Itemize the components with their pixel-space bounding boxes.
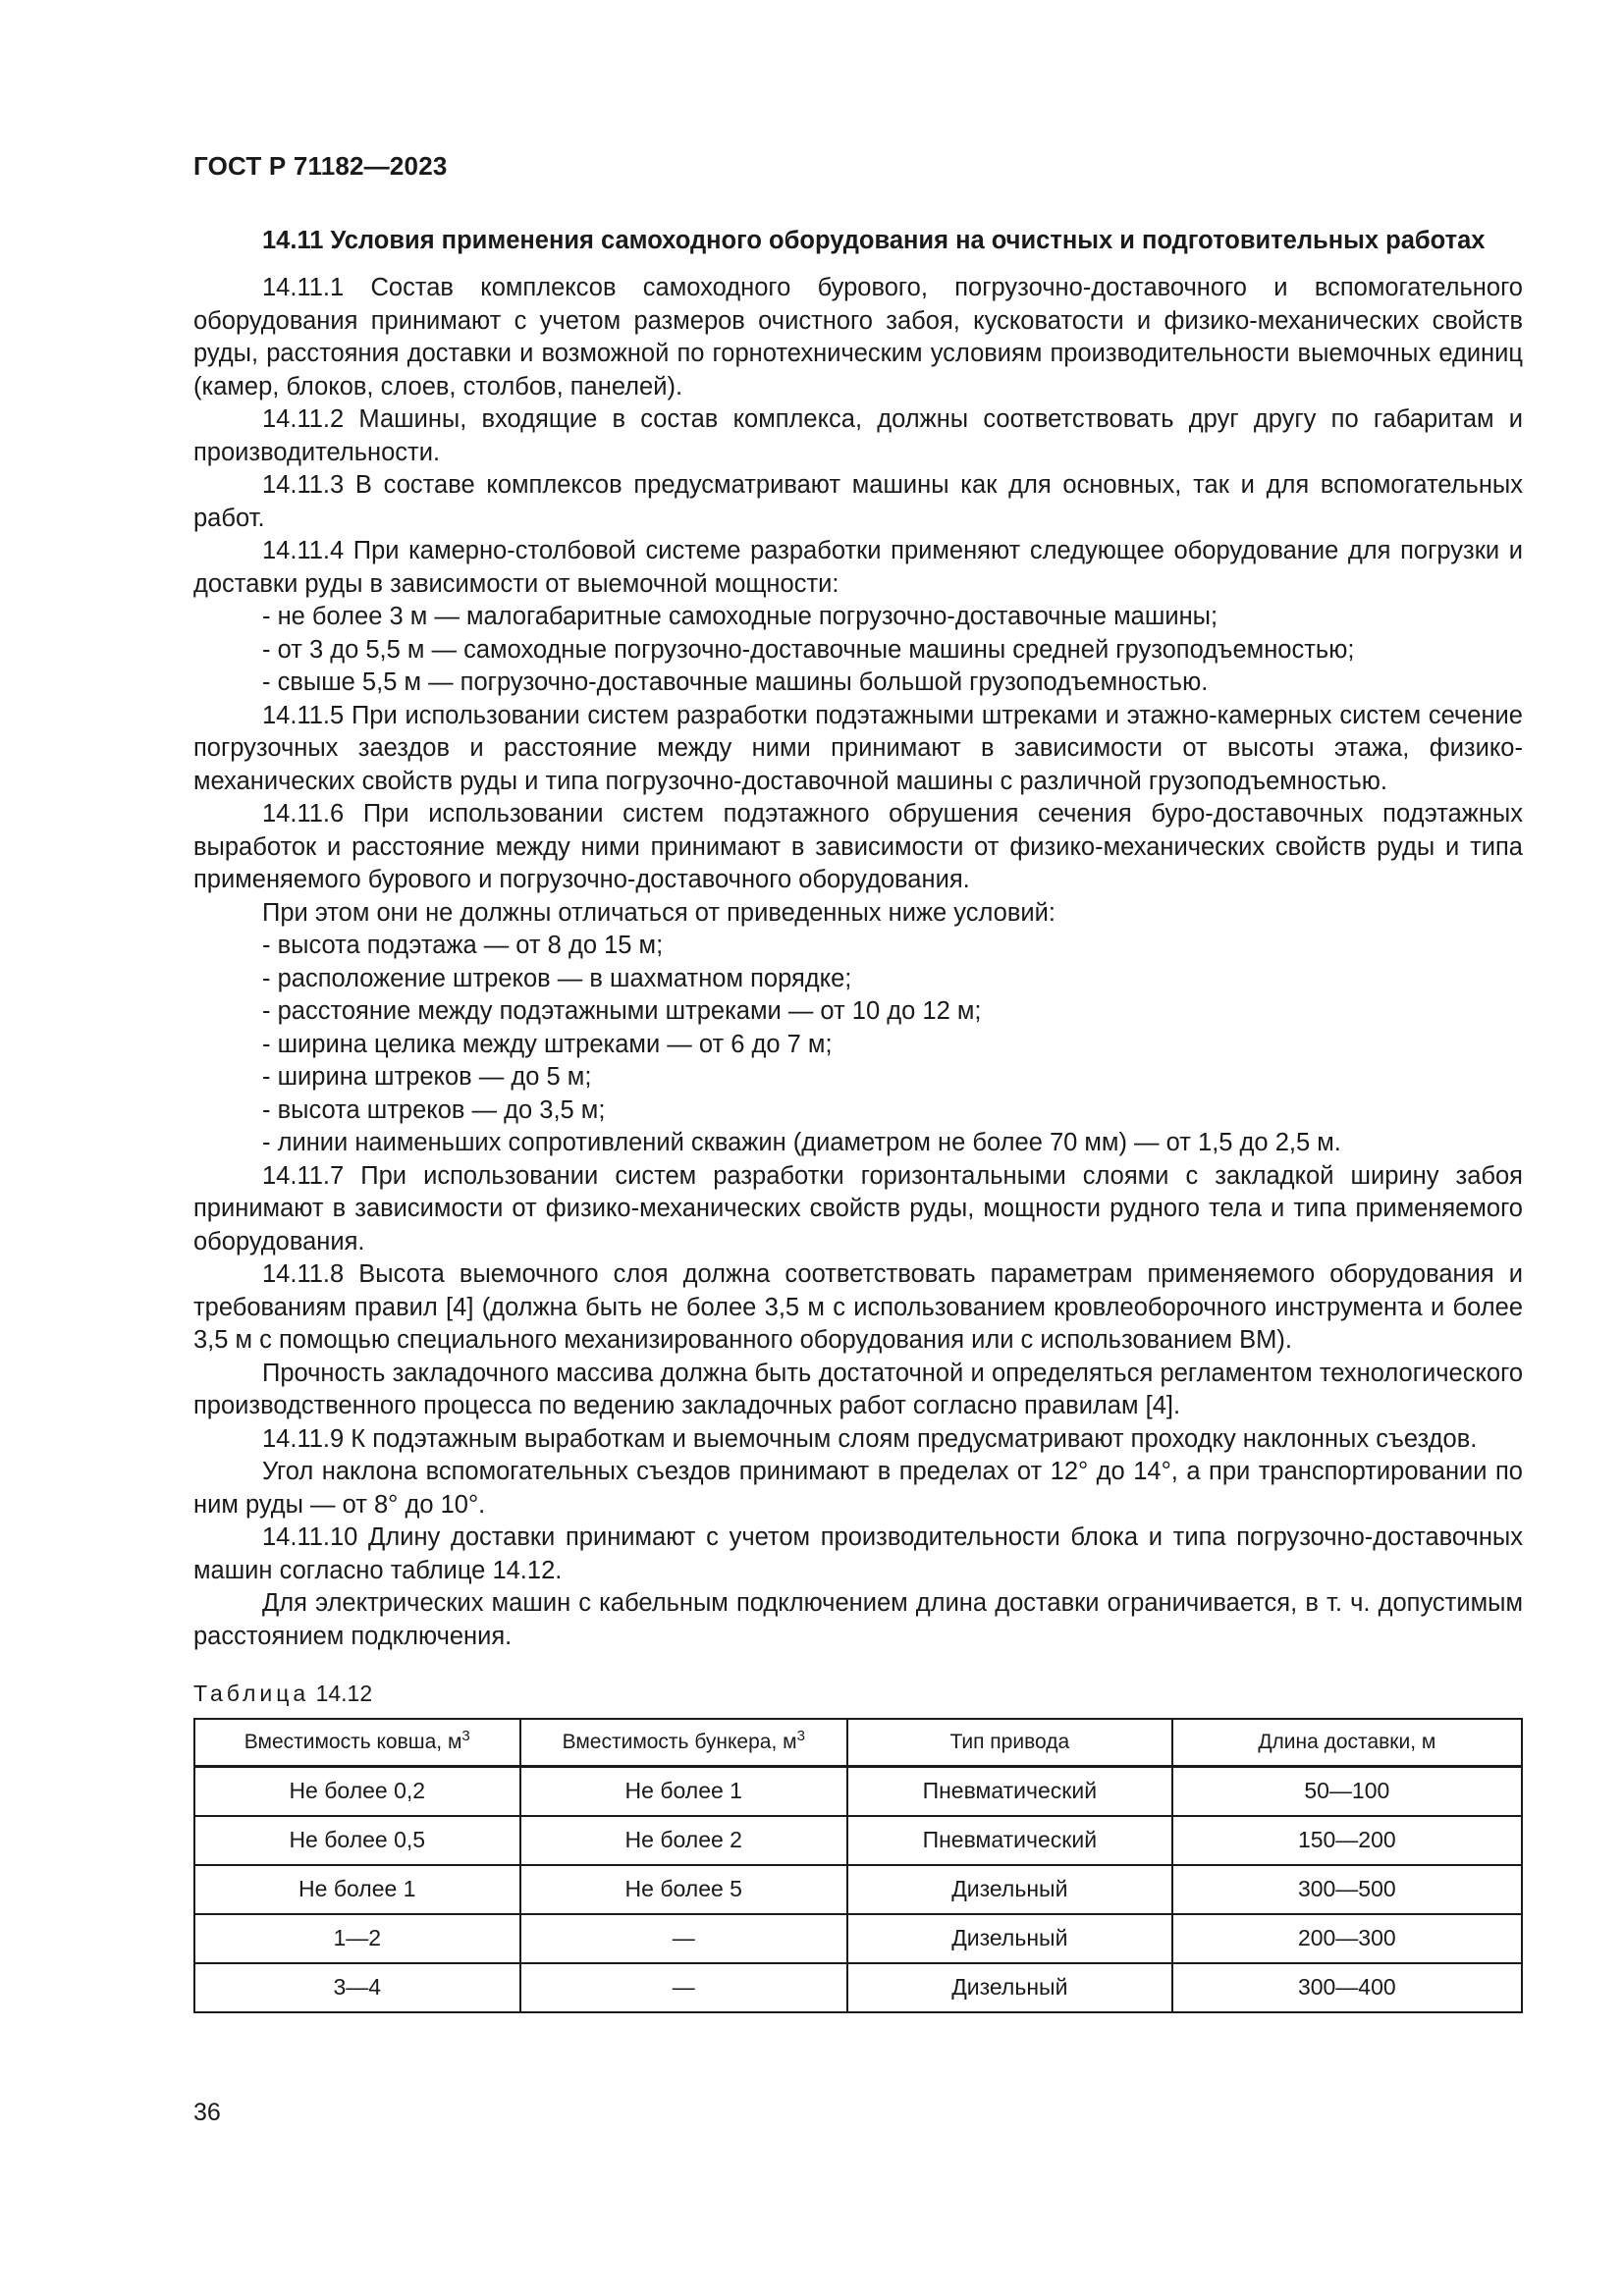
table-cell: Пневматический: [847, 1767, 1172, 1817]
table-caption: [193, 1679, 1523, 1708]
table-row: [194, 1914, 1522, 1963]
list-item: - линии наименьших сопротивлений скважин (диаметром не более 70 мм) — от 1,5 до 2,5 м.: [262, 1129, 1341, 1156]
table-header-cell: [1172, 1719, 1522, 1767]
list-item: - высота штреков — до 3,5 м;: [262, 1095, 606, 1124]
table-row: [194, 1963, 1522, 2012]
table-cell: Не более 2: [520, 1816, 848, 1865]
table-header-cell: [194, 1719, 520, 1767]
table-cell: 200—300: [1172, 1914, 1522, 1963]
table-cell: 3—4: [194, 1963, 520, 2012]
table-caption-number: 14.12: [315, 1681, 373, 1706]
table-header-row: [194, 1719, 1522, 1767]
paragraph: При этом они не должны отличаться от приведенных ниже условий:: [262, 898, 1056, 927]
table-row: [194, 1767, 1522, 1817]
table-header-label: Вместимость бункера, м: [562, 1731, 797, 1754]
list-item: - ширина целика между штреками — от 6 до 7 м;: [262, 1030, 833, 1058]
table-cell: Не более 5: [520, 1865, 848, 1914]
paragraph: 14.11.6 При использовании систем подэтажного обрушения сечения буро-доставочных подэтажных выработок и расстояние между ними принимают в зависимости от физико-механических свойств руды и типа применяемого бурового и погрузочно-доставочного оборудования.: [193, 800, 1523, 893]
paragraph: Угол наклона вспомогательных съездов принимают в пределах от 12° до 14°, а при транспортировании по ним руды — от 8° до 10°.: [193, 1458, 1523, 1519]
table-row: [194, 1816, 1522, 1865]
section-title: 14.11 Условия применения самоходного оборудования на очистных и подготовительных работах: [262, 227, 1486, 254]
paragraph: 14.11.10 Длину доставки принимают с учетом производительности блока и типа погрузочно-доставочных машин согласно таблице 14.12.: [193, 1523, 1523, 1584]
section-body: [193, 272, 1523, 1653]
paragraph: Для электрических машин с кабельным подключением длина доставки ограничивается, в т. ч. допустимым расстоянием подключения.: [193, 1589, 1523, 1650]
paragraph: 14.11.3 В составе комплексов предусматривают машины как для основных, так и для вспомогательных работ.: [193, 471, 1523, 532]
paragraph: 14.11.4 При камерно-столбовой системе разработки применяют следующее оборудование для погрузки и доставки руды в зависимости от выемочной мощности:: [193, 537, 1523, 598]
page-number: 36: [193, 2099, 221, 2126]
table-cell: 50—100: [1172, 1767, 1522, 1817]
paragraph: Прочность закладочного массива должна быть достаточной и определяться регламентом технологического производственного процесса по ведению закладочных работ согласно правилам [4].: [193, 1359, 1523, 1419]
table-header-superscript: 3: [796, 1728, 805, 1745]
table-cell: 300—500: [1172, 1865, 1522, 1914]
list-item: - ширина штреков — до 5 м;: [262, 1063, 592, 1091]
table-cell: Дизельный: [847, 1914, 1172, 1963]
paragraph: 14.11.7 При использовании систем разработки горизонтальными слоями с закладкой ширину забоя принимают в зависимости от физико-механических свойств руды, мощности рудного тела и типа применяемого оборудования.: [193, 1161, 1523, 1255]
table-header-label: Длина доставки, м: [1258, 1731, 1436, 1754]
table-header-cell: [847, 1719, 1172, 1767]
table-cell: 150—200: [1172, 1816, 1522, 1865]
paragraph: 14.11.1 Состав комплексов самоходного бурового, погрузочно-доставочного и вспомогательного оборудования принимают с учетом размеров очистного забоя, кусковатости и физико-механических свойств руды, расстояния доставки и возможной по горнотехническим условиям производительности выемочных единиц (камер, блоков, слоев, столбов, панелей).: [193, 274, 1523, 400]
document-header: ГОСТ Р 71182—2023: [193, 151, 448, 181]
table-cell: 300—400: [1172, 1963, 1522, 2012]
page-content: [193, 224, 1523, 2013]
table-header-label: Вместимость ковша, м: [244, 1731, 462, 1754]
paragraph: 14.11.8 Высота выемочного слоя должна соответствовать параметрам применяемого оборудования и требованиям правил [4] (должна быть не более 3,5 м с использованием кровлеоборочного инструмента и более 3,5 м с помощью специального механизированного оборудования или с использованием ВМ).: [193, 1260, 1523, 1354]
paragraph: 14.11.9 К подэтажным выработкам и выемочным слоям предусматривают проходку наклонных съездов.: [262, 1424, 1478, 1453]
delivery-length-table: [193, 1718, 1523, 2013]
table-cell: Дизельный: [847, 1865, 1172, 1914]
list-item: - расстояние между подэтажными штреками — от 10 до 12 м;: [262, 997, 982, 1025]
table-cell: Пневматический: [847, 1816, 1172, 1865]
table-cell: Не более 0,2: [194, 1767, 520, 1817]
table-cell: Не более 0,5: [194, 1816, 520, 1865]
list-item: - свыше 5,5 м — погрузочно-доставочные машины большой грузоподъемностью.: [262, 668, 1209, 696]
paragraph: 14.11.5 При использовании систем разработки подэтажными штреками и этажно-камерных систем сечение погрузочных заездов и расстояние между ними принимают в зависимости от высоты этажа, физико-механических свойств руды и типа погрузочно-доставочной машины с различной грузоподъемностью.: [193, 701, 1523, 795]
table-header-superscript: 3: [461, 1728, 470, 1745]
table-cell: —: [520, 1914, 848, 1963]
table-cell: Не более 1: [520, 1767, 848, 1817]
table-header-label: Тип привода: [949, 1731, 1070, 1754]
table-body: [194, 1767, 1522, 2013]
table-cell: Не более 1: [194, 1865, 520, 1914]
list-item: - высота подэтажа — от 8 до 15 м;: [262, 932, 664, 959]
table-cell: Дизельный: [847, 1963, 1172, 2012]
table-header-cell: [520, 1719, 848, 1767]
table-caption-word: Таблица: [193, 1681, 310, 1706]
table-cell: —: [520, 1963, 848, 2012]
table-cell: 1—2: [194, 1914, 520, 1963]
list-item: - не более 3 м — малогабаритные самоходные погрузочно-доставочные машины;: [262, 603, 1218, 630]
paragraph: 14.11.2 Машины, входящие в состав комплекса, должны соответствовать друг другу по габаритам и производительности.: [193, 405, 1523, 466]
list-item: - от 3 до 5,5 м — самоходные погрузочно-доставочные машины средней грузоподъемностью;: [262, 635, 1355, 664]
table-row: [194, 1865, 1522, 1914]
list-item: - расположение штреков — в шахматном порядке;: [262, 964, 852, 992]
